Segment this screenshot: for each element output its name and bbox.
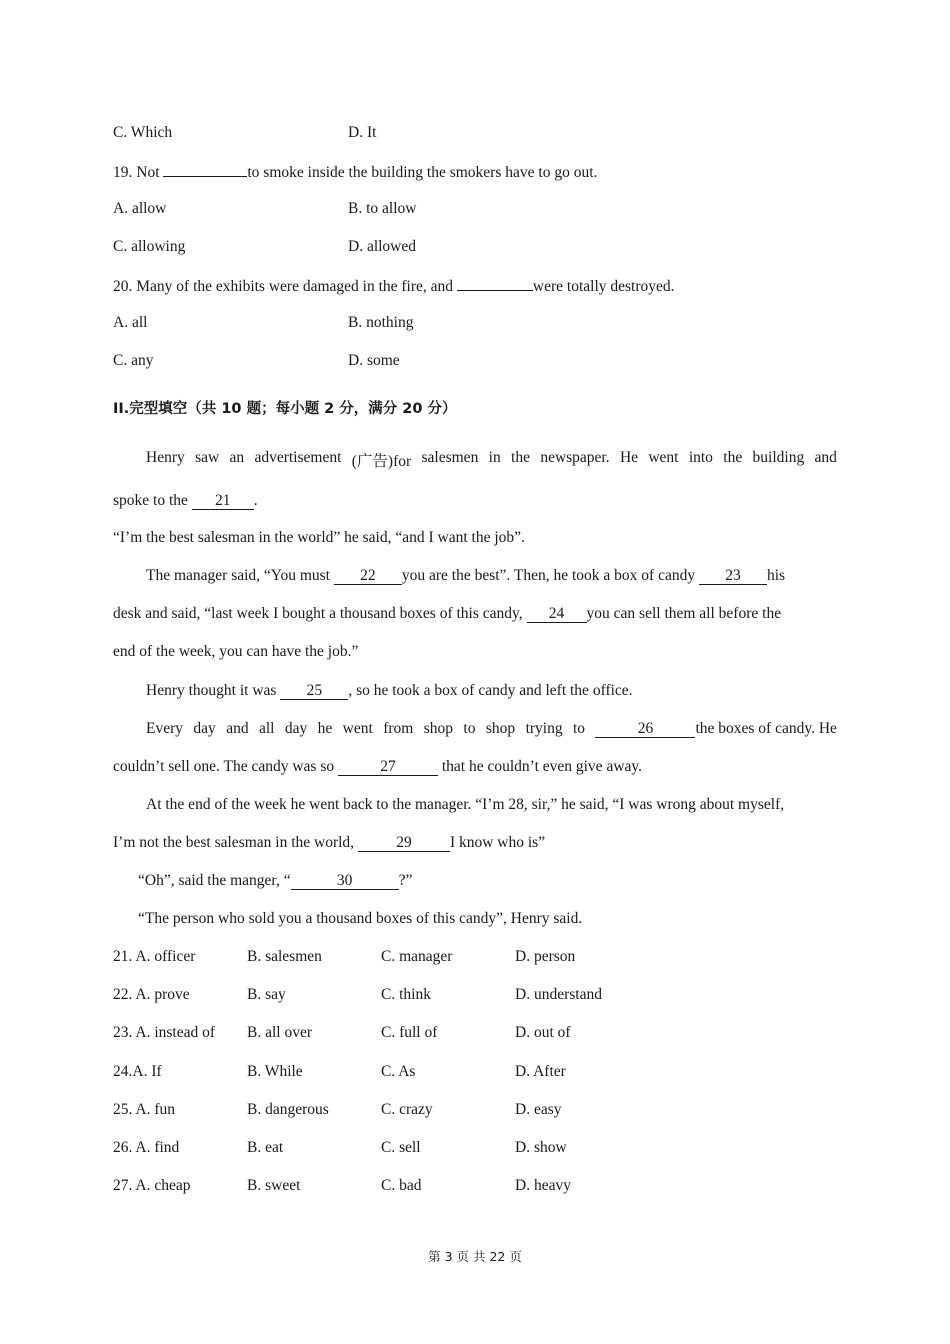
passage-text: . xyxy=(253,492,258,509)
option-choice: D. out of xyxy=(515,1024,571,1042)
option-choice: 25. A. fun xyxy=(113,1100,175,1118)
passage-paragraph-1-line-1 xyxy=(146,449,837,471)
passage-paragraph-5-line-1 xyxy=(146,720,837,738)
question-20-stem-start: 20. Many of the exhibits were damaged in the fire, and xyxy=(113,278,457,295)
option-choice: D. person xyxy=(515,948,576,965)
passage-word: went xyxy=(648,449,679,466)
option-choice: B. sweet xyxy=(247,1177,301,1195)
passage-word: He xyxy=(619,449,639,466)
passage-text: I’m not the best salesman in the world, xyxy=(113,834,358,851)
section-heading: II.完型填空（共 10 题；每小题 2 分，满分 20 分） xyxy=(113,401,457,417)
passage-text: spoke to the xyxy=(113,492,192,509)
option-choice: C. full of xyxy=(381,1024,438,1042)
passage-word: building xyxy=(752,449,805,466)
blank-24: 24 xyxy=(527,606,587,623)
q20-option-c: C. any xyxy=(113,352,154,369)
question-20 xyxy=(113,276,675,296)
passage-paragraph-3-line-1 xyxy=(146,567,837,585)
passage-word: newspaper. xyxy=(540,449,610,466)
option-choice: 24.A. If xyxy=(113,1062,162,1080)
passage-word: shop xyxy=(485,720,516,737)
blank-21: 21 xyxy=(192,493,254,510)
blank-29: 29 xyxy=(358,835,450,852)
blank-30: 30 xyxy=(291,873,399,890)
passage-word: the xyxy=(511,449,530,466)
blank-22: 22 xyxy=(334,568,402,585)
passage-paragraph-2: “I’m the best salesman in the world” he said, “and I want the job”. xyxy=(113,529,525,546)
question-19-stem-start: 19. Not xyxy=(113,164,164,181)
question-20-stem-end: were totally destroyed. xyxy=(532,278,675,295)
passage-word: (广告)for xyxy=(351,453,412,470)
passage-paragraph-3-line-3: end of the week, you can have the job.” xyxy=(113,643,359,660)
option-choice: C. sell xyxy=(381,1139,421,1156)
option-choice: C. think xyxy=(381,986,431,1004)
blank-27: 27 xyxy=(338,759,438,776)
option-row xyxy=(0,948,950,968)
option-choice: B. salesmen xyxy=(247,948,322,965)
blank-26: 26 xyxy=(595,721,695,738)
passage-paragraph-6-line-1: At the end of the week he went back to the manager. “I’m 28, sir,” he said, “I was wrong about myself, xyxy=(146,796,785,813)
option-choice: 27. A. cheap xyxy=(113,1177,191,1195)
q20-option-b: B. nothing xyxy=(348,314,414,331)
option-choice: C. crazy xyxy=(381,1100,433,1118)
option-row xyxy=(0,1024,950,1044)
option-choice: B. eat xyxy=(247,1139,284,1156)
passage-word: Every xyxy=(146,720,184,737)
option-choice: D. easy xyxy=(515,1100,562,1118)
option-choice: B. dangerous xyxy=(247,1100,329,1118)
passage-text: ?” xyxy=(398,872,413,889)
page-footer: 第 3 页 共 22 页 xyxy=(428,1249,522,1264)
passage-word: to xyxy=(572,720,586,737)
q19-option-a: A. allow xyxy=(113,200,167,217)
passage-word: he xyxy=(317,720,333,737)
q20-option-a: A. all xyxy=(113,314,148,331)
question-19-stem-end: to smoke inside the building the smokers have to go out. xyxy=(247,164,598,181)
passage-word: to xyxy=(463,720,476,737)
option-choice: D. understand xyxy=(515,986,602,1004)
question-19 xyxy=(113,162,597,182)
q20-option-d: D. some xyxy=(348,352,400,369)
blank-23: 23 xyxy=(699,568,767,585)
passage-paragraph-8: “The person who sold you a thousand boxes of this candy”, Henry said. xyxy=(138,910,583,927)
passage-word: and xyxy=(226,720,249,737)
option-choice: 26. A. find xyxy=(113,1139,180,1156)
passage-word: went xyxy=(342,720,373,737)
passage-paragraph-4 xyxy=(146,682,633,700)
option-row xyxy=(0,986,950,1006)
option-row xyxy=(0,1101,950,1121)
option-row xyxy=(0,1139,950,1159)
q19-option-c: C. allowing xyxy=(113,238,186,255)
blank-25: 25 xyxy=(280,683,348,700)
passage-text: desk and said, “last week I bought a thousand boxes of this candy, 24 you can sell them all before the xyxy=(113,605,782,622)
q19-option-b: B. to allow xyxy=(348,200,417,217)
passage-word: day xyxy=(284,720,308,737)
passage-word: all xyxy=(258,720,275,737)
passage-text: the boxes of candy. He xyxy=(695,720,837,737)
option-choice: 21. A. officer xyxy=(113,948,196,965)
passage-paragraph-5-line-2 xyxy=(113,758,642,776)
passage-word: salesmen xyxy=(421,449,479,466)
option-choice: C. bad xyxy=(381,1177,422,1195)
passage-paragraph-6-line-2 xyxy=(113,834,545,852)
passage-text: I know who is” xyxy=(449,834,546,851)
passage-word: saw xyxy=(195,449,220,466)
q18-option-c: C. Which xyxy=(113,124,173,141)
option-choice: B. say xyxy=(247,986,286,1004)
passage-text: that he couldn’t even give away. xyxy=(438,758,643,775)
passage-text: The manager said, “You must 22 you are the best”. Then, he took a box of candy 23 his xyxy=(146,567,786,584)
passage-text: , so he took a box of candy and left the office. xyxy=(348,682,633,699)
passage-word: advertisement xyxy=(254,449,342,466)
passage-text: Henry thought it was xyxy=(146,682,281,699)
passage-word: into xyxy=(688,449,713,466)
option-choice: D. show xyxy=(515,1139,567,1156)
question-19-blank xyxy=(163,162,247,177)
passage-word: from xyxy=(383,720,414,737)
question-20-blank xyxy=(457,276,533,291)
option-choice: 22. A. prove xyxy=(113,986,190,1004)
passage-word: trying xyxy=(525,720,563,737)
option-choice: 23. A. instead of xyxy=(113,1024,216,1042)
passage-word: an xyxy=(229,449,245,466)
passage-paragraph-1-line-2 xyxy=(113,492,258,510)
option-choice: B. While xyxy=(247,1062,303,1080)
passage-word: the xyxy=(723,449,743,466)
passage-paragraph-7 xyxy=(138,872,412,890)
blank-26-group xyxy=(595,720,836,738)
passage-word: in xyxy=(488,449,501,466)
passage-word: and xyxy=(814,449,837,466)
option-choice: C. manager xyxy=(381,948,453,965)
option-choice: C. As xyxy=(381,1062,416,1080)
passage-word: Henry xyxy=(146,449,185,466)
option-row xyxy=(0,1063,950,1083)
option-choice: D. After xyxy=(515,1062,566,1080)
q19-option-d: D. allowed xyxy=(348,238,417,255)
passage-text: “Oh”, said the manger, “ xyxy=(138,872,291,889)
q18-option-d: D. It xyxy=(348,124,377,141)
passage-paragraph-3-line-2 xyxy=(113,605,837,623)
passage-word: shop xyxy=(423,720,454,737)
option-choice: B. all over xyxy=(247,1024,312,1042)
passage-text: couldn’t sell one. The candy was so xyxy=(113,758,338,775)
passage-word: day xyxy=(193,720,216,737)
option-choice: D. heavy xyxy=(515,1177,571,1195)
option-row xyxy=(0,1177,950,1197)
